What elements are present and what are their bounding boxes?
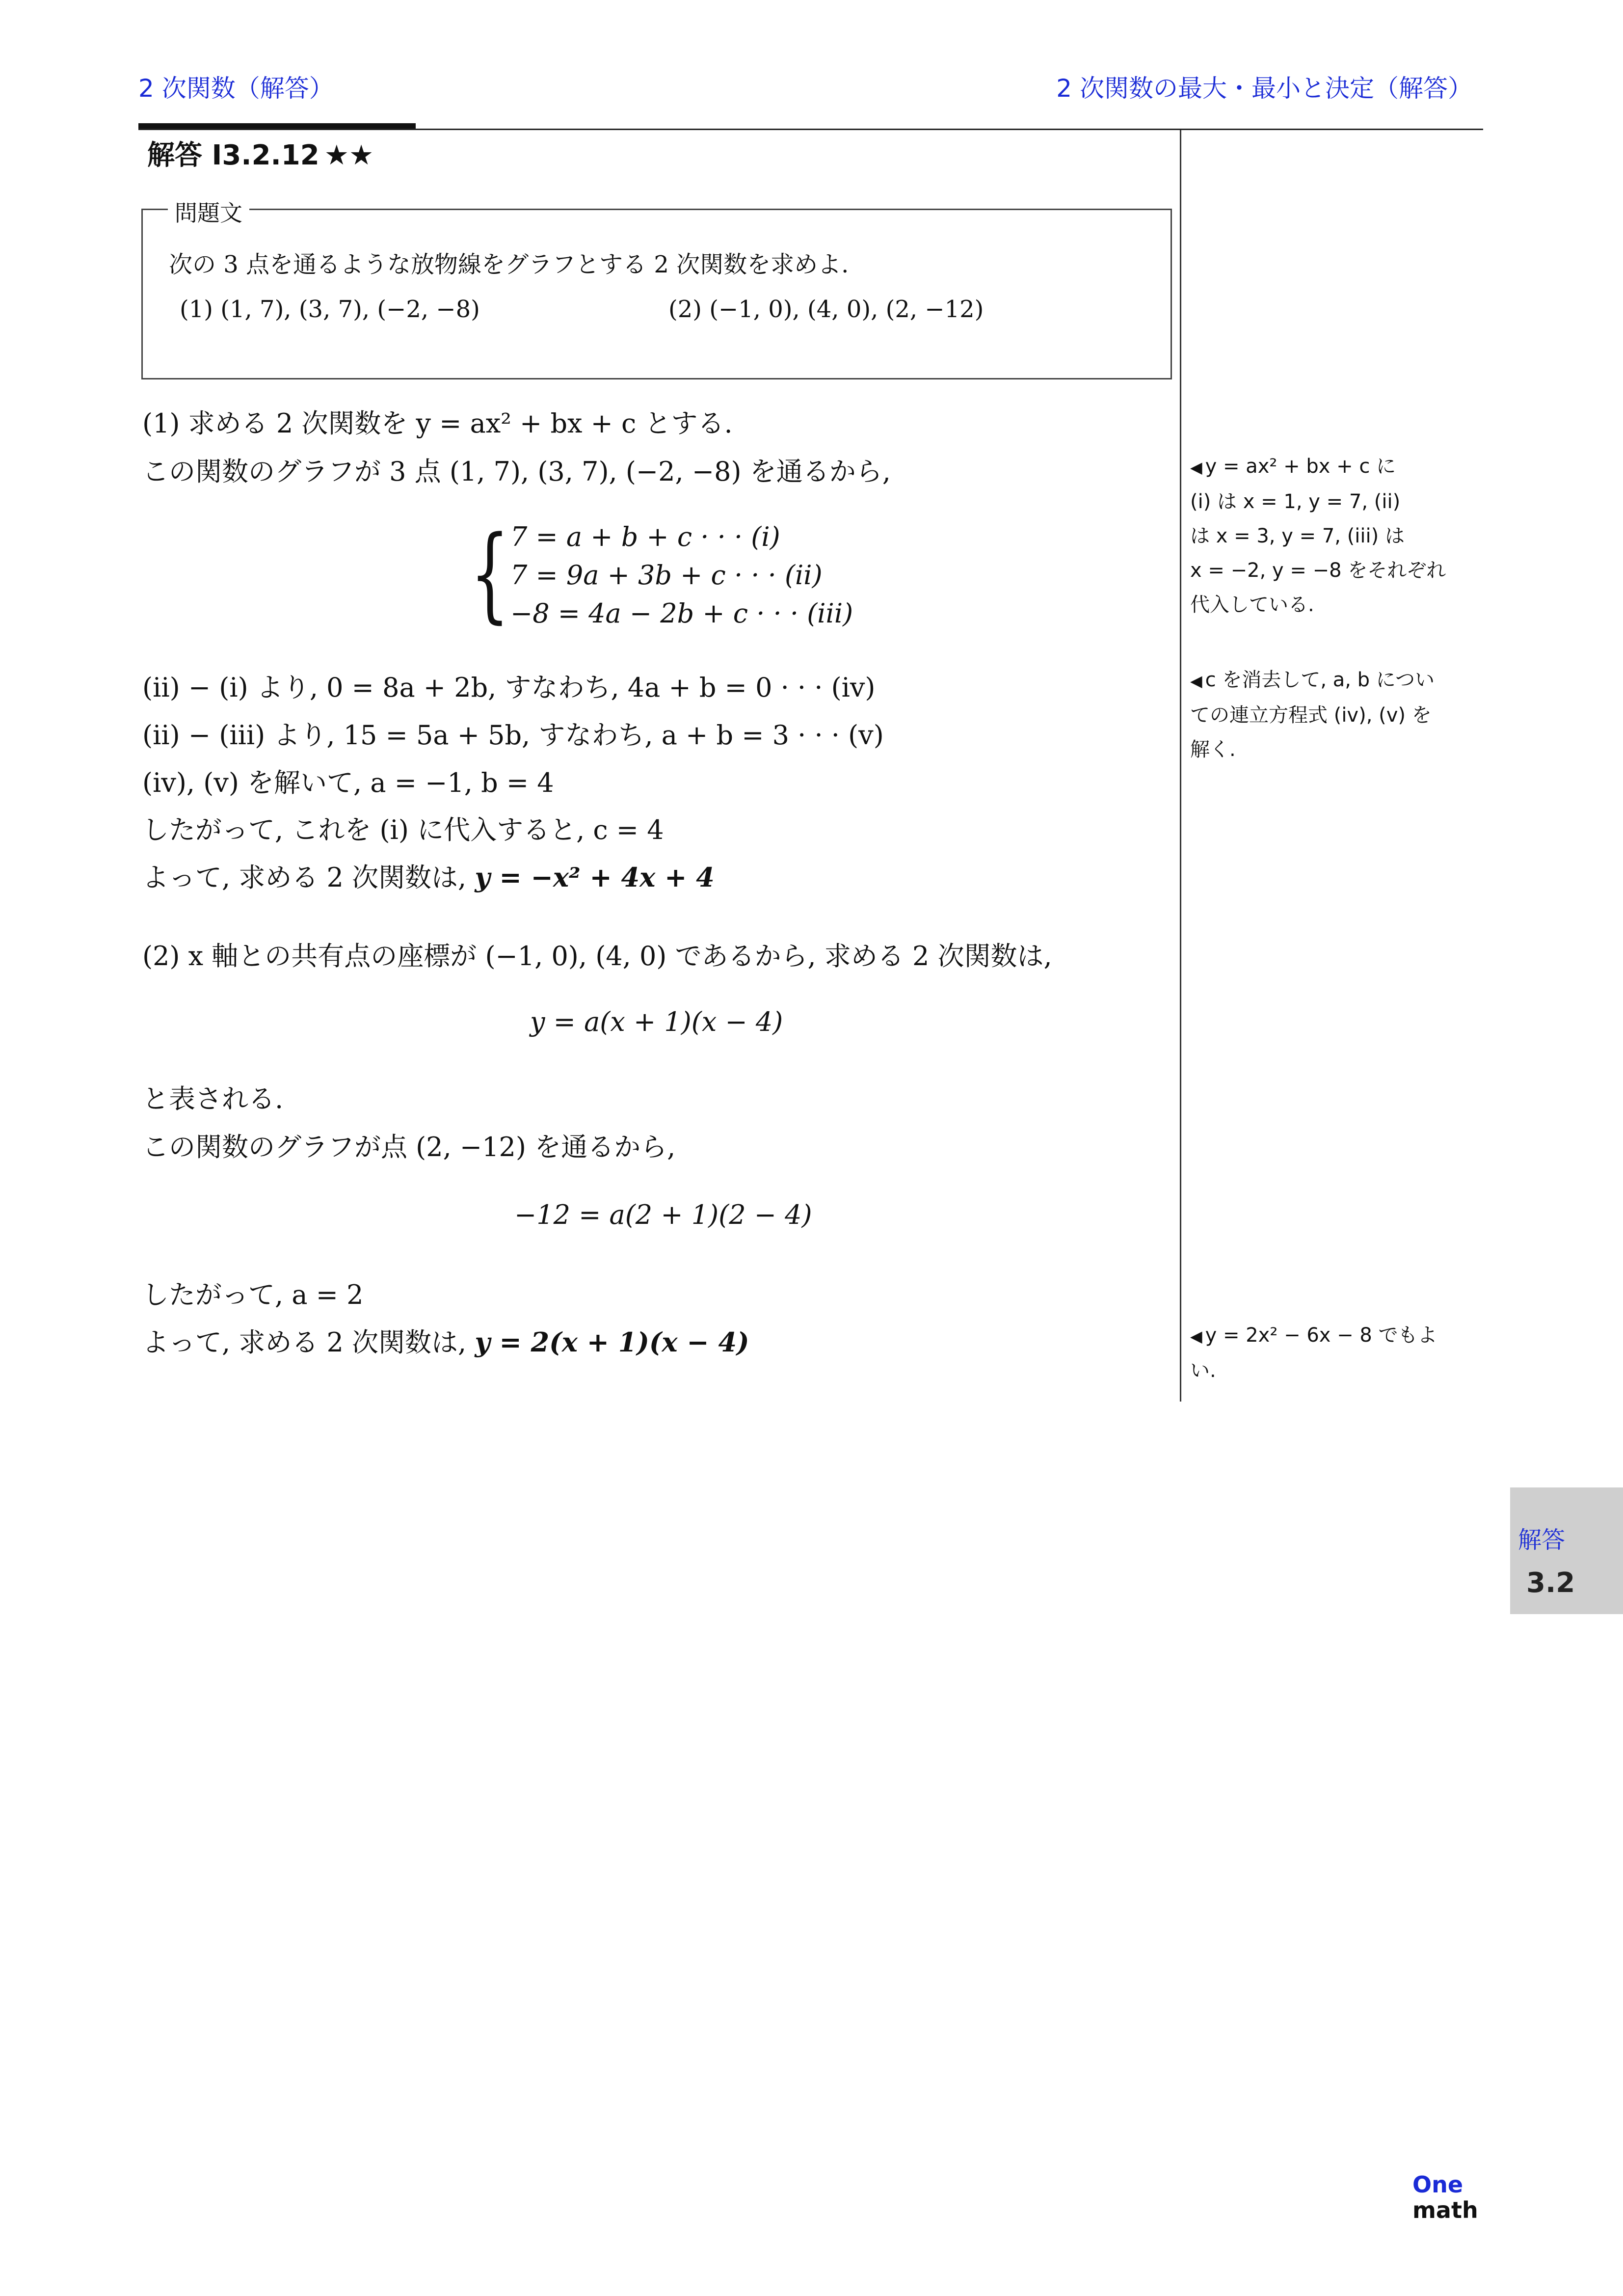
chapter-tab-number: 3.2 xyxy=(1526,1567,1575,1599)
side-note-line: y = 2x² − 6x − 8 でもよ xyxy=(1205,1324,1437,1347)
solution-title xyxy=(147,134,373,173)
header-chapter-title: 2 次関数の最大・最小と決定（解答） xyxy=(1056,74,1472,103)
solution-line: (ii) − (i) より, 0 = 8a + 2b, すなわち, 4a + b = 0 · · · (iv) xyxy=(142,672,876,703)
side-note-2 xyxy=(1190,663,1485,767)
answer-prefix: よって, 求める 2 次関数は, xyxy=(142,862,475,893)
side-note-line: x = −2, y = −8 をそれぞれ xyxy=(1190,559,1446,582)
solution-line: (iv), (v) を解いて, a = −1, b = 4 xyxy=(142,767,554,798)
problem-part-1: (1) (1, 7), (3, 7), (−2, −8) xyxy=(180,296,480,323)
side-note-line: y = ax² + bx + c に xyxy=(1205,455,1396,478)
side-note-line: (i) は x = 1, y = 7, (ii) xyxy=(1190,490,1401,513)
problem-box xyxy=(141,209,1172,379)
side-note-line: 解く. xyxy=(1190,738,1236,761)
answer-line-1 xyxy=(142,857,715,894)
system-brace: { xyxy=(470,513,510,634)
solution-line: この関数のグラフが点 (2, −12) を通るから, xyxy=(142,1132,676,1162)
equation-ii: 7 = 9a + 3b + c · · · (ii) xyxy=(510,560,823,591)
solution-line: と表される. xyxy=(142,1083,284,1114)
display-equation-2: −12 = a(2 + 1)(2 − 4) xyxy=(514,1199,812,1230)
side-note-line: は x = 3, y = 7, (iii) は xyxy=(1190,525,1405,547)
equation-iii: −8 = 4a − 2b + c · · · (iii) xyxy=(510,598,853,629)
header-section-title: 2 次関数（解答） xyxy=(138,74,334,103)
triangle-left-icon: ◀ xyxy=(1190,458,1202,477)
triangle-left-icon: ◀ xyxy=(1190,1327,1202,1346)
problem-part-2: (2) (−1, 0), (4, 0), (2, −12) xyxy=(668,296,984,323)
header-rule xyxy=(138,129,1483,130)
side-note-line: 代入している. xyxy=(1190,594,1314,616)
problem-statement: 次の 3 点を通るような放物線をグラフとする 2 次関数を求めよ. xyxy=(169,251,849,278)
margin-divider xyxy=(1180,130,1181,1402)
side-note-line: c を消去して, a, b につい xyxy=(1205,669,1435,691)
side-note-3 xyxy=(1190,1318,1485,1388)
solution-line: この関数のグラフが 3 点 (1, 7), (3, 7), (−2, −8) を通るから, xyxy=(142,456,891,487)
logo-line-1: One xyxy=(1412,2171,1463,2198)
answer-2: y = 2(x + 1)(x − 4) xyxy=(475,1326,749,1358)
display-equation-1: y = a(x + 1)(x − 4) xyxy=(530,1006,783,1037)
solution-line: (ii) − (iii) より, 15 = 5a + 5b, すなわち, a + b = 3 · · · (v) xyxy=(142,720,884,751)
onemath-logo xyxy=(1409,2170,1487,2224)
answer-1: y = −x² + 4x + 4 xyxy=(475,862,715,893)
problem-box-label: 問題文 xyxy=(168,195,249,228)
solution-line: したがって, a = 2 xyxy=(142,1279,364,1310)
side-note-line: ての連立方程式 (iv), (v) を xyxy=(1190,704,1432,727)
solution-line: したがって, これを (i) に代入すると, c = 4 xyxy=(142,814,664,845)
answer-prefix: よって, 求める 2 次関数は, xyxy=(142,1327,475,1358)
equation-i: 7 = a + b + c · · · (i) xyxy=(510,521,780,552)
solution-id: 解答 I3.2.12 xyxy=(147,139,319,171)
chapter-tab-label: 解答 xyxy=(1518,1526,1566,1554)
triangle-left-icon: ◀ xyxy=(1190,672,1202,690)
difficulty-stars: ★★ xyxy=(324,139,374,171)
answer-line-2 xyxy=(142,1322,749,1359)
solution-line: (1) 求める 2 次関数を y = ax² + bx + c とする. xyxy=(142,408,733,439)
side-note-1 xyxy=(1190,449,1485,622)
solution-line: (2) x 軸との共有点の座標が (−1, 0), (4, 0) であるから, 求める 2 次関数は, xyxy=(142,941,1052,972)
logo-line-2: math xyxy=(1412,2197,1478,2223)
side-note-line: い. xyxy=(1190,1359,1216,1382)
